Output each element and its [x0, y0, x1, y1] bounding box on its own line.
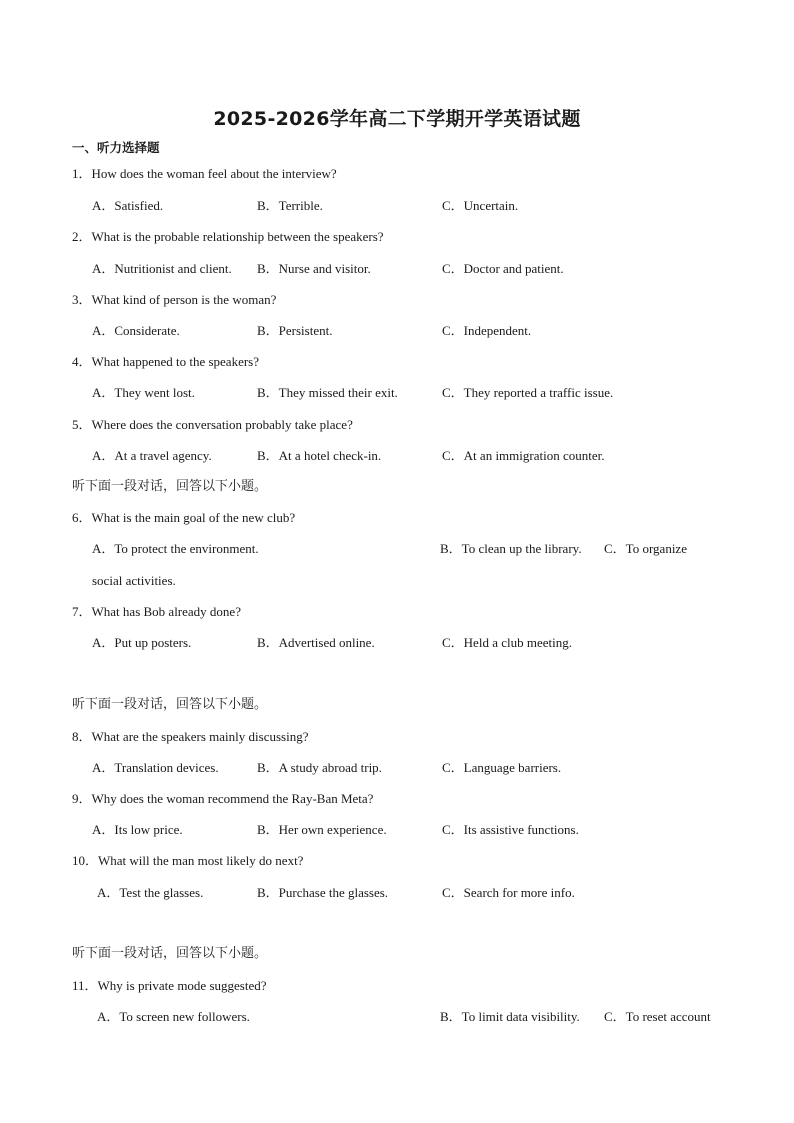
- option-c: C．Uncertain.: [442, 198, 519, 213]
- question-text: What happened to the speakers?: [91, 354, 259, 369]
- question-text: Why does the woman recommend the Ray-Ban Meta?: [91, 791, 374, 806]
- question-number: 3．: [72, 292, 92, 307]
- question-text: What is the probable relationship between the speakers?: [91, 229, 384, 244]
- question-number: 4．: [72, 354, 92, 369]
- question-number: 10．: [72, 853, 99, 868]
- listening-instruction: 听下面一段对话，回答以下小题。: [72, 479, 268, 494]
- question-number: 2．: [72, 229, 92, 244]
- question-text: Where does the conversation probably take place?: [91, 417, 353, 432]
- option-c: C．Search for more info.: [442, 885, 575, 900]
- option-c: C．To reset account: [604, 1009, 711, 1024]
- option-b: B．Terrible.: [257, 198, 323, 213]
- option-c: C．At an immigration counter.: [442, 448, 605, 463]
- question-9: [72, 791, 373, 807]
- section-heading: 一、听力选择题: [72, 140, 160, 155]
- option-b: B．To limit data visibility.: [440, 1009, 580, 1024]
- question-text: How does the woman feel about the interview?: [91, 166, 337, 181]
- option-a: A．Considerate.: [92, 323, 180, 338]
- page-title: 2025-2026学年高二下学期开学英语试题: [213, 108, 581, 130]
- option-a: A．To protect the environment.: [92, 541, 259, 556]
- question-number: 1．: [72, 166, 92, 181]
- option-c: C．Language barriers.: [442, 760, 562, 775]
- option-b: B．At a hotel check-in.: [257, 448, 382, 463]
- question-5: [72, 417, 353, 433]
- option-a: A．Its low price.: [92, 822, 183, 837]
- option-c: C．To organize: [604, 541, 687, 556]
- question-11: [72, 978, 267, 994]
- listening-instruction: 听下面一段对话，回答以下小题。: [72, 697, 268, 712]
- option-a: A．Translation devices.: [92, 760, 219, 775]
- option-a: A．Put up posters.: [92, 635, 192, 650]
- question-6: [72, 510, 295, 526]
- option-c: C．Doctor and patient.: [442, 261, 564, 276]
- option-b: B．Her own experience.: [257, 822, 387, 837]
- question-text: What has Bob already done?: [91, 604, 241, 619]
- question-number: 6．: [72, 510, 92, 525]
- question-text: What is the main goal of the new club?: [91, 510, 296, 525]
- option-c: C．Its assistive functions.: [442, 822, 579, 837]
- option-c: C．They reported a traffic issue.: [442, 385, 614, 400]
- option-a: A．Satisfied.: [92, 198, 164, 213]
- question-7: [72, 604, 241, 620]
- question-text: Why is private mode suggested?: [97, 978, 267, 993]
- option-a: A．To screen new followers.: [97, 1009, 250, 1024]
- option-a: A．At a travel agency.: [92, 448, 212, 463]
- option-a: A．They went lost.: [92, 385, 195, 400]
- question-number: 8．: [72, 729, 92, 744]
- question-3: [72, 292, 276, 308]
- option-b: B．Nurse and visitor.: [257, 261, 371, 276]
- question-number: 9．: [72, 791, 92, 806]
- question-10: [72, 853, 303, 869]
- question-8: [72, 729, 308, 745]
- question-2: [72, 229, 384, 245]
- option-b: B．They missed their exit.: [257, 385, 398, 400]
- option-c: C．Independent.: [442, 323, 532, 338]
- question-text: What will the man most likely do next?: [98, 853, 304, 868]
- question-number: 5．: [72, 417, 92, 432]
- option-b: B．To clean up the library.: [440, 541, 582, 556]
- question-number: 7．: [72, 604, 92, 619]
- listening-instruction: 听下面一段对话，回答以下小题。: [72, 946, 268, 961]
- question-text: What kind of person is the woman?: [91, 292, 277, 307]
- option-c-continuation: social activities.: [92, 573, 176, 588]
- question-number: 11．: [72, 978, 98, 993]
- option-b: B．Persistent.: [257, 323, 333, 338]
- question-4: [72, 354, 259, 370]
- option-a: A．Test the glasses.: [97, 885, 204, 900]
- option-b: B．Advertised online.: [257, 635, 375, 650]
- option-b: B．A study abroad trip.: [257, 760, 382, 775]
- option-c: C．Held a club meeting.: [442, 635, 572, 650]
- option-a: A．Nutritionist and client.: [92, 261, 232, 276]
- option-b: B．Purchase the glasses.: [257, 885, 389, 900]
- question-text: What are the speakers mainly discussing?: [91, 729, 309, 744]
- question-1: [72, 166, 337, 182]
